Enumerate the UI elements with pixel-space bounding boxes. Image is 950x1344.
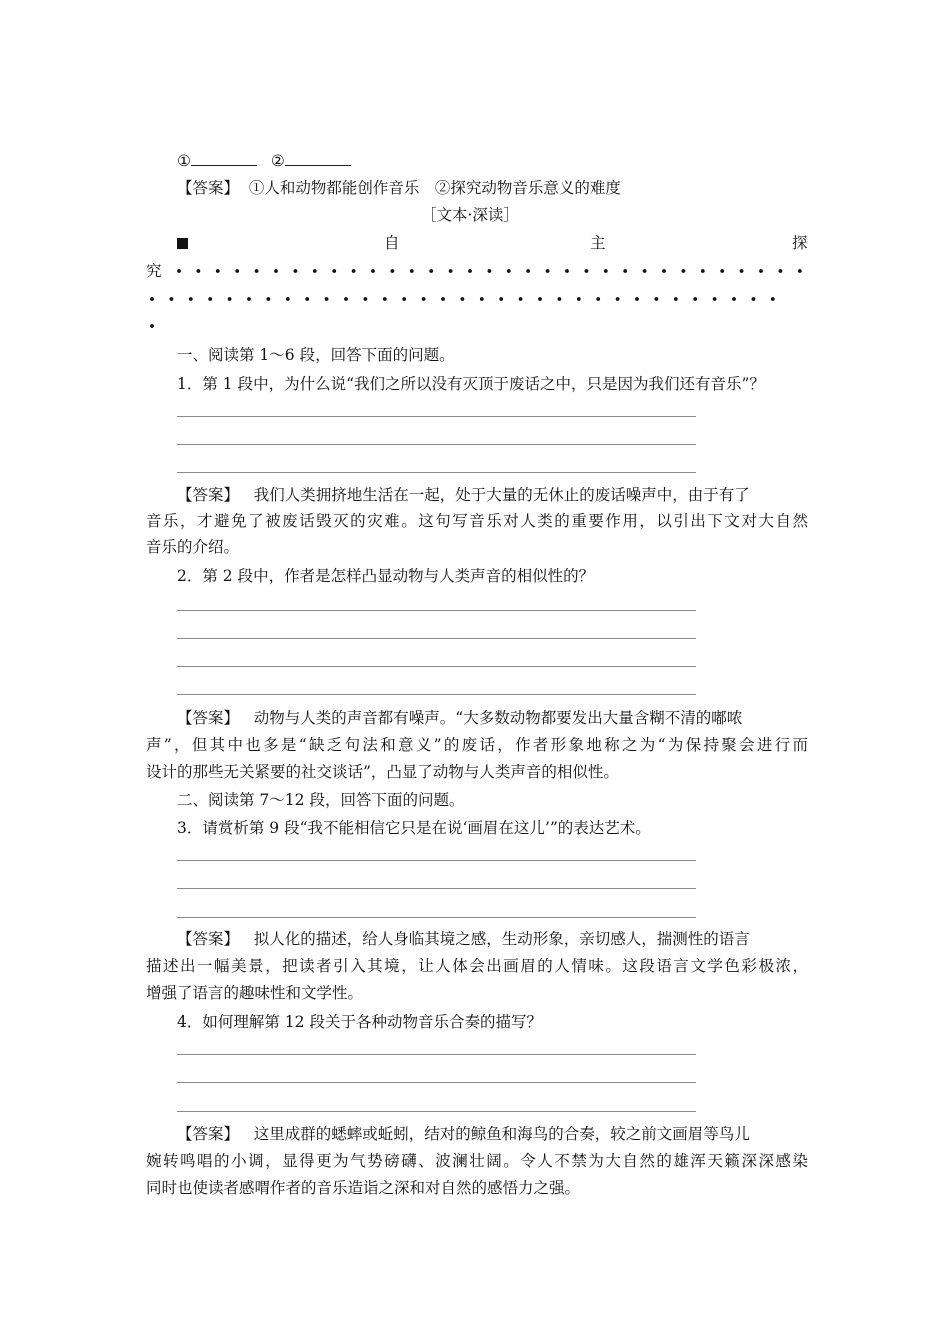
answer-1-line-1 xyxy=(177,485,750,505)
emphasis-dot xyxy=(402,297,406,301)
emphasis-dot xyxy=(422,297,426,301)
emphasis-dot xyxy=(247,297,251,301)
emphasis-dot xyxy=(519,297,523,301)
emphasis-dot xyxy=(771,297,775,301)
emphasis-dot xyxy=(461,297,465,301)
emphasis-dot xyxy=(526,269,530,273)
emphasis-dot xyxy=(255,269,259,273)
emphasis-dot xyxy=(577,297,581,301)
emphasis-dot xyxy=(197,269,201,273)
emphasis-dot xyxy=(216,269,220,273)
answer-3-line-3: 增强了语言的趣味性和文学性。 xyxy=(146,984,364,1002)
answer-line xyxy=(177,1054,696,1055)
answer-line xyxy=(177,472,696,473)
emphasis-dot xyxy=(662,269,666,273)
emphasis-dot xyxy=(150,297,154,301)
answer-tag: 【答案】 xyxy=(177,179,240,197)
emphasis-dot xyxy=(441,297,445,301)
answer-text: ①人和动物都能创作音乐 ②探究动物音乐意义的难度 xyxy=(248,179,621,197)
emphasis-dot xyxy=(480,297,484,301)
answer-text: 拟人化的描述，给人身临其境之感，生动形象，亲切感人，揣测性的语言 xyxy=(253,930,750,948)
emphasis-dot xyxy=(325,297,329,301)
emphasis-dot xyxy=(305,297,309,301)
answer-4-line-3: 同时也使读者感喟作者的音乐造诣之深和对自然的感悟力之强。 xyxy=(146,1179,581,1197)
emphasis-dot xyxy=(274,269,278,273)
heading-char-3: 探 xyxy=(792,234,808,252)
emphasis-dot xyxy=(616,297,620,301)
emphasis-dot xyxy=(538,297,542,301)
emphasis-dot xyxy=(332,269,336,273)
answer-line xyxy=(177,416,696,417)
part1-heading: 一、阅读第 1～6 段，回答下面的问题。 xyxy=(177,346,455,364)
answer-4-line-1 xyxy=(177,1124,750,1144)
emphasis-dot xyxy=(410,269,414,273)
emphasis-dot xyxy=(449,269,453,273)
emphasis-dot xyxy=(429,269,433,273)
answer-2-line-3: 设计的那些无关紧要的社交谈话”，凸显了动物与人类声音的相似性。 xyxy=(146,763,619,781)
heading-char-2: 主 xyxy=(590,234,606,252)
question-3: 3．请赏析第 9 段“我不能相信它只是在说‘画眉在这儿’”的表达艺术。 xyxy=(177,819,651,837)
emphasis-dot xyxy=(585,269,589,273)
emphasis-dot xyxy=(701,269,705,273)
emphasis-dot xyxy=(565,269,569,273)
answer-line xyxy=(177,888,696,889)
emphasis-dot xyxy=(740,269,744,273)
emphasis-dot xyxy=(344,297,348,301)
emphasis-dot xyxy=(635,297,639,301)
answer-3-line-1 xyxy=(177,929,750,949)
answer-line xyxy=(177,1082,696,1083)
emphasis-dot xyxy=(313,269,317,273)
heading-char-4: 究 xyxy=(146,262,162,280)
answer-1-line-2: 音乐，才避免了被废话毁灭的灾难。这句写音乐对人类的重要作用，以引出下文对大自然 xyxy=(146,512,808,530)
answer-line xyxy=(177,638,696,639)
emphasis-dot xyxy=(507,269,511,273)
emphasis-dot xyxy=(208,297,212,301)
answer-line xyxy=(177,610,696,611)
emphasis-dot xyxy=(371,269,375,273)
answer-line xyxy=(177,860,696,861)
emphasis-dot xyxy=(228,297,232,301)
answer-2-line-1 xyxy=(177,708,742,728)
blank-label-1: ① xyxy=(177,152,191,170)
answer-tag: 【答案】 xyxy=(177,1125,240,1143)
emphasis-dot xyxy=(732,297,736,301)
emphasis-dot xyxy=(752,297,756,301)
question-1: 1．第 1 段中，为什么说“我们之所以没有灭顶于废话之中，只是因为我们还有音乐”？ xyxy=(177,375,765,393)
emphasis-dot xyxy=(643,269,647,273)
emphasis-dot xyxy=(798,269,802,273)
answer-line xyxy=(177,1111,696,1112)
answer-1-line-3: 音乐的介绍。 xyxy=(146,538,240,556)
emphasis-dot xyxy=(391,269,395,273)
answer-text: 我们人类拥挤地生活在一起，处于大量的无休止的废话噪声中，由于有了 xyxy=(253,486,750,504)
emphasis-dot xyxy=(286,297,290,301)
answer-3-line-2: 描述出一幅美景，把读者引入其境，让人体会出画眉的人情味。这段语言文学色彩极浓， xyxy=(146,957,808,975)
emphasis-dot xyxy=(713,297,717,301)
emphasis-dot xyxy=(352,269,356,273)
question-4: 4．如何理解第 12 段关于各种动物音乐合奏的描写？ xyxy=(177,1013,542,1031)
emphasis-dot xyxy=(488,269,492,273)
emphasis-dot xyxy=(294,269,298,273)
emphasis-dot xyxy=(604,269,608,273)
answer-tag: 【答案】 xyxy=(177,930,240,948)
emphasis-dot xyxy=(468,269,472,273)
answer-line xyxy=(177,917,696,918)
emphasis-dot xyxy=(779,269,783,273)
answer-4-line-2: 婉转鸣唱的小调，显得更为气势磅礴、波澜壮阔。令人不禁为大自然的雄浑天籁深深感染 xyxy=(146,1152,808,1170)
answer-text: 这里成群的蟋蟀或蚯蚓，结对的鲸鱼和海鸟的合奏，较之前文画眉等鸟儿 xyxy=(253,1125,750,1143)
answer-line xyxy=(177,444,696,445)
emphasis-dots xyxy=(0,0,950,340)
emphasis-dot xyxy=(596,297,600,301)
emphasis-dot xyxy=(546,269,550,273)
emphasis-dot xyxy=(558,297,562,301)
question-2: 2．第 2 段中，作者是怎样凸显动物与人类声音的相似性的？ xyxy=(177,567,595,585)
answer-line xyxy=(177,666,696,667)
answer-line xyxy=(177,694,696,695)
emphasis-dot xyxy=(720,269,724,273)
emphasis-dot xyxy=(235,269,239,273)
emphasis-dot xyxy=(170,297,174,301)
emphasis-dot xyxy=(364,297,368,301)
emphasis-dot xyxy=(150,324,154,328)
emphasis-dot xyxy=(655,297,659,301)
blank-label-2: ② xyxy=(270,152,285,170)
answer-text: 动物与人类的声音都有噪声。“大多数动物都要发出大量含糊不清的嘟哝 xyxy=(253,709,743,727)
answer-2-line-2: 声”，但其中也多是“缺乏句法和意义”的废话，作者形象地称之为“为保持聚会进行而 xyxy=(146,736,808,754)
emphasis-dot xyxy=(267,297,271,301)
emphasis-dot xyxy=(499,297,503,301)
answer-tag: 【答案】 xyxy=(177,486,240,504)
emphasis-dot xyxy=(682,269,686,273)
answer-tag: 【答案】 xyxy=(177,709,240,727)
emphasis-dot xyxy=(674,297,678,301)
emphasis-dot xyxy=(177,269,181,273)
section-title: ［文本·深读］ xyxy=(421,206,519,224)
emphasis-dot xyxy=(623,269,627,273)
part2-heading: 二、阅读第 7～12 段，回答下面的问题。 xyxy=(177,791,465,809)
heading-char-1: 自 xyxy=(384,234,400,252)
emphasis-dot xyxy=(693,297,697,301)
emphasis-dot xyxy=(383,297,387,301)
emphasis-dot xyxy=(759,269,763,273)
emphasis-dot xyxy=(189,297,193,301)
